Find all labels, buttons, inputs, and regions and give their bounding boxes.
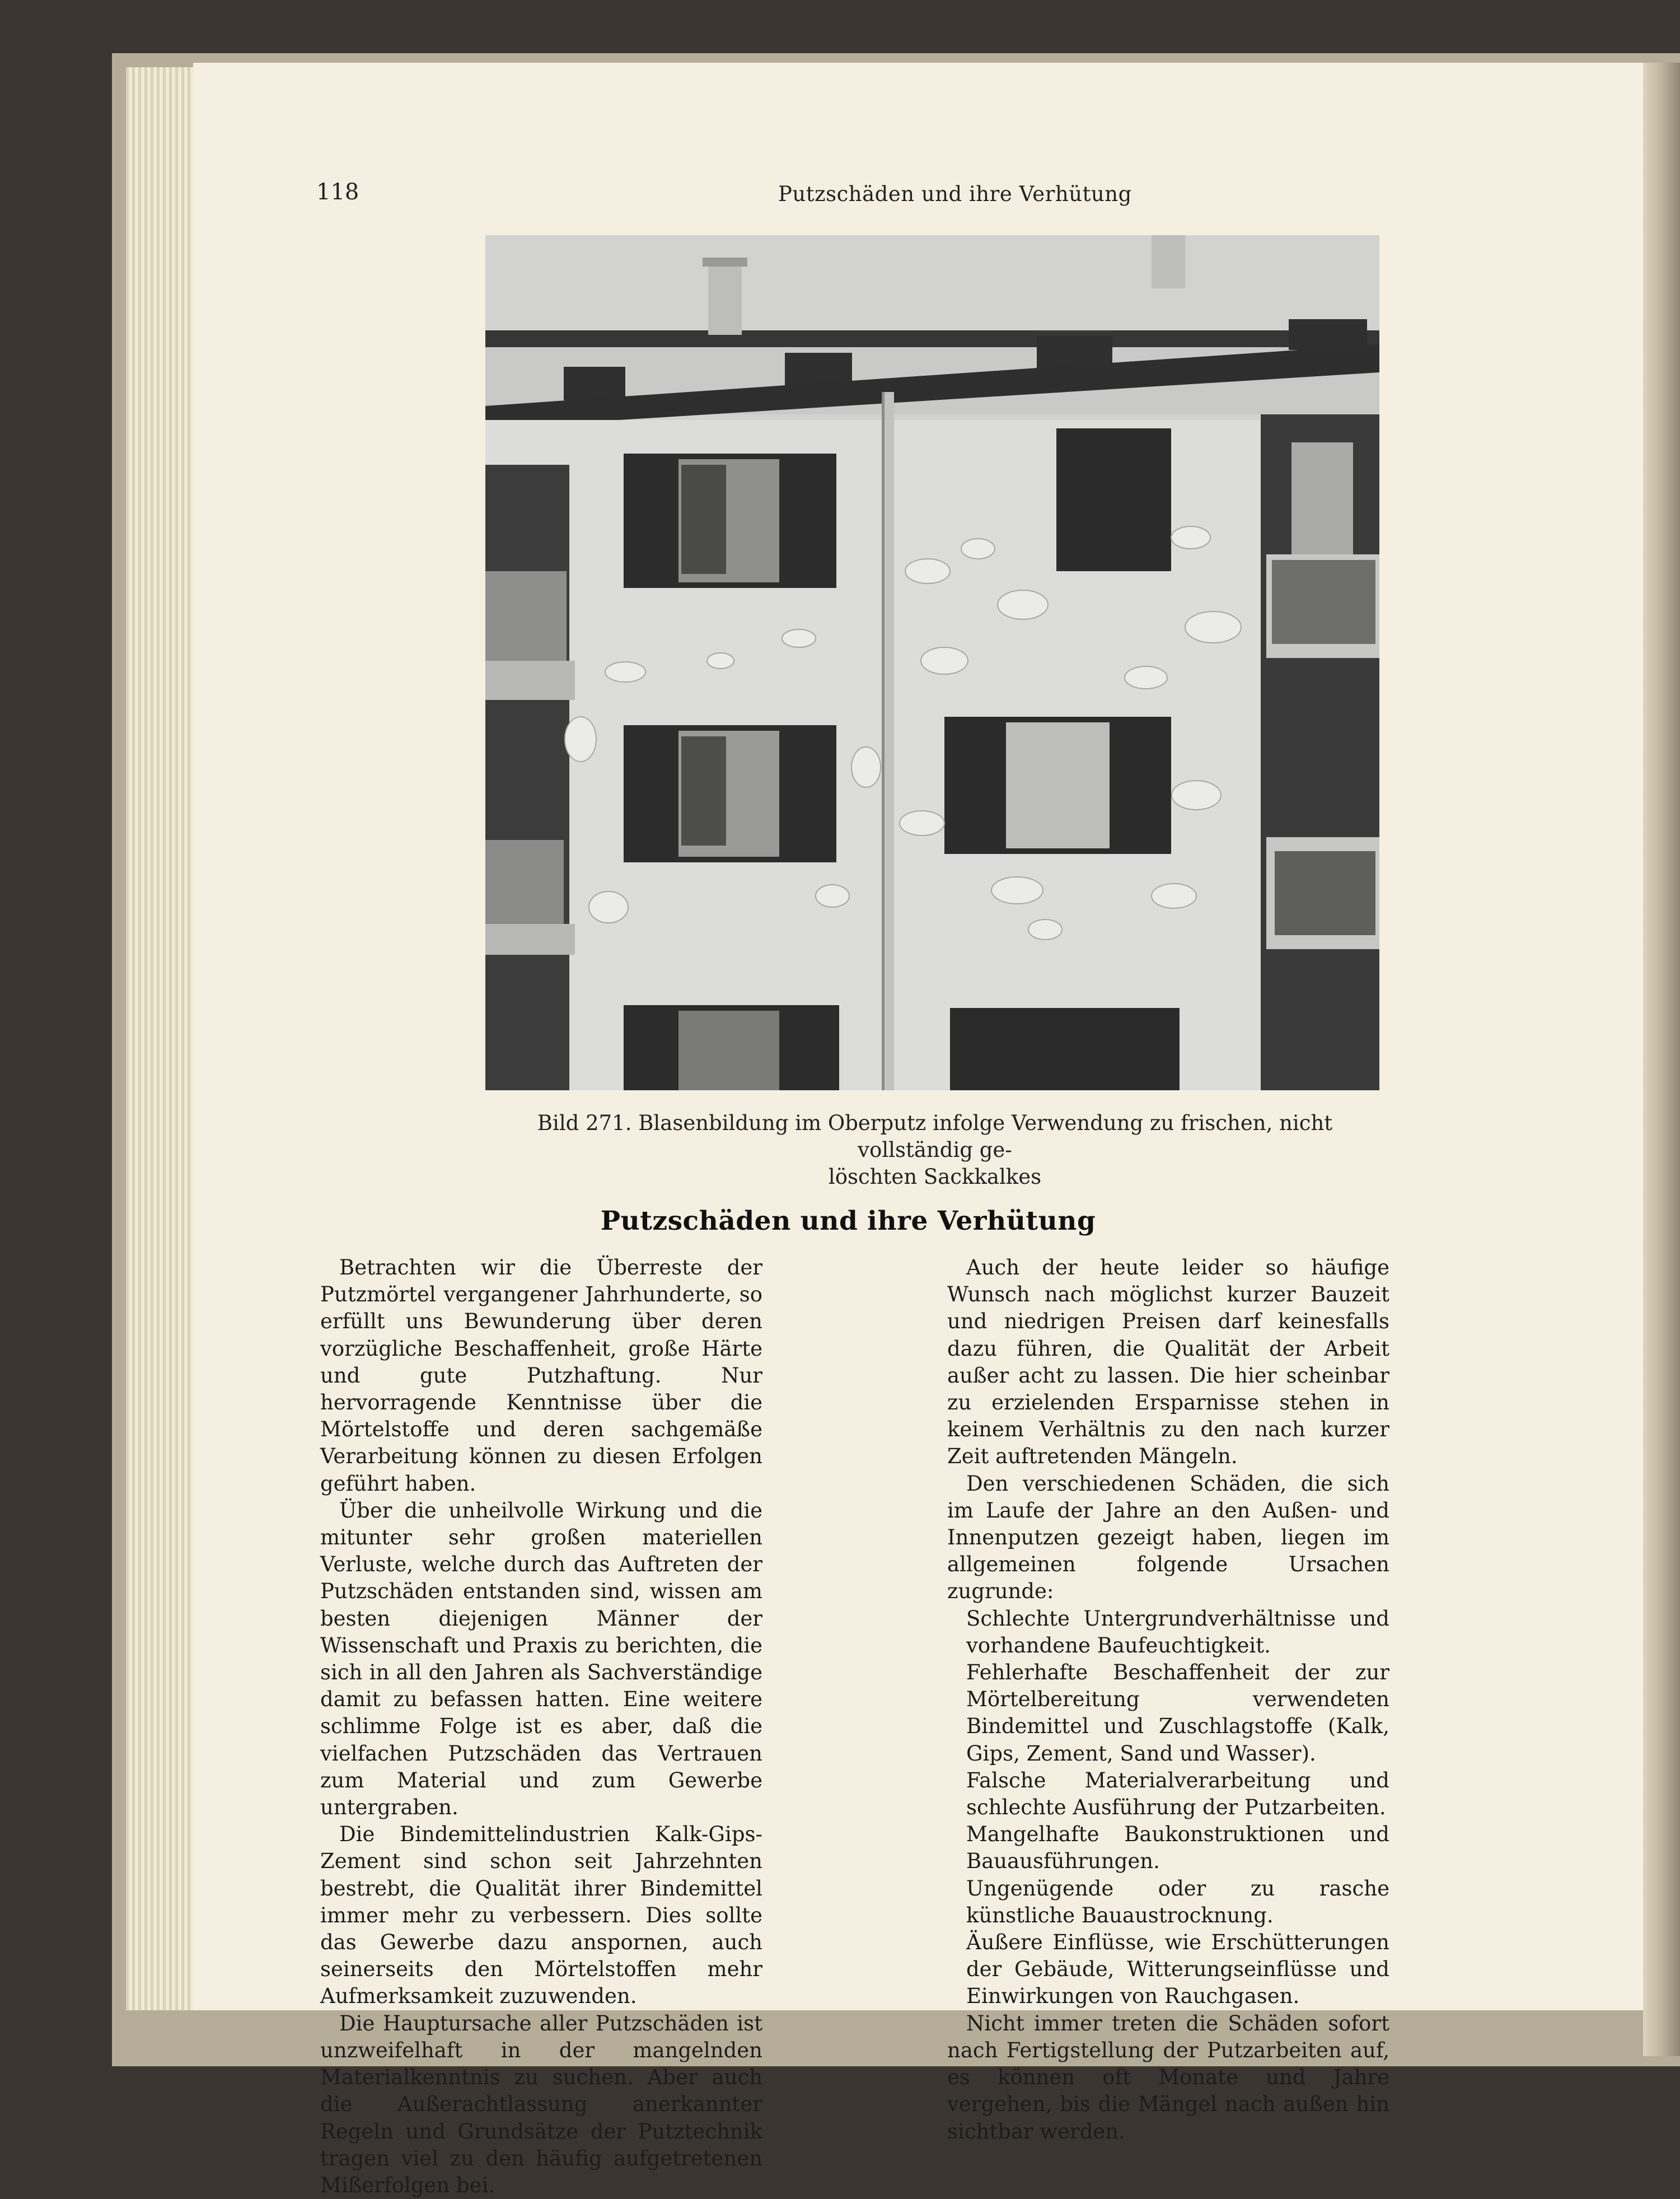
left-column [320,1254,762,2199]
cause-item: Ungenügende oder zu rasche künstliche Bauaustrocknung. [966,1876,1389,1927]
paragraph: Auch der heute leider so häufige Wunsch nach möglichst kurzer Bauzeit und niedrigen Preisen darf keinesfalls dazu führen, die Qualität der Arbeit außer acht zu lassen. Die hier scheinbar zu erzielenden Ersparnisse stehen in keinem Verhältnis zu den nach kurzer Zeit auftretenden Mängeln. [947,1255,1389,1469]
book-gutter [1643,63,1680,2056]
cause-item: Äußere Einflüsse, wie Erschütterungen der Gebäude, Witterungseinflüsse und Einwirkungen von Rauchgasen. [966,1930,1389,2009]
caption-line: Bild 271. Blasenbildung im Oberputz infolge Verwendung zu frischen, nicht vollständig ge- [537,1111,1333,1162]
paragraph: Nicht immer treten die Schäden sofort nach Fertigstellung der Putzarbeiten auf, es können oft Monate und Jahre vergehen, bis die Mängel nach außen hin sichtbar werden. [947,2011,1389,2144]
paragraph: Den verschiedenen Schäden, die sich im Laufe der Jahre an den Außen- und Innenputzen gezeigt haben, liegen im allgemeinen folgende Ursachen zugrunde: [947,1471,1389,1604]
paragraph: Die Hauptursache aller Putzschäden ist unzweifelhaft in der mangelnden Materialkenntnis zu suchen. Aber auch die Außerachtlassung anerkannter Regeln und Grundsätze der Putztechnik tragen viel zu den häufig aufgetretenen Mißerfolgen bei. [320,2011,762,2197]
caption-line: löschten Sackkalkes [828,1165,1042,1189]
cause-item: Schlechte Untergrundverhältnisse und vorhandene Baufeuchtigkeit. [966,1606,1389,1658]
facade-photograph [485,235,1379,1090]
section-heading: Putzschäden und ihre Verhütung [600,1206,1096,1236]
paragraph: Über die unheilvolle Wirkung und die mitunter sehr großen materiellen Verluste, welche durch das Auftreten der Putzschäden entstanden sind, wissen am besten diejenigen Männer der Wissenschaft und Praxis zu berichten, die sich in all den Jahren als Sachverständige damit zu befassen hatten. Eine weitere schlimme Folge ist es aber, daß die vielfachen Putzschäden das Vertrauen zum Material und zum Gewerbe untergraben. [320,1498,762,1820]
cause-item: Fehlerhafte Beschaffenheit der zur Mörtelbereitung verwendeten Bindemittel und Zuschlagstoffe (Kalk, Gips, Zement, Sand und Wasser). [966,1660,1389,1766]
page-edges [126,67,199,2010]
right-column [947,1254,1389,2145]
running-head: Putzschäden und ihre Verhütung [778,182,1132,206]
cause-item: Mangelhafte Baukonstruktionen und Bauausführungen. [966,1822,1389,1874]
figure-caption [479,1110,1391,1190]
cause-item: Falsche Materialverarbeitung und schlechte Ausführung der Putzarbeiten. [966,1768,1389,1820]
paragraph: Betrachten wir die Überreste der Putzmörtel vergangener Jahrhunderte, so erfüllt uns Bewunderung über deren vorzügliche Beschaffenheit, große Härte und gute Putzhaftung. Nur hervorragende Kenntnisse über die Mörtelstoffe und deren sachgemäße Verarbeitung können zu diesen Erfolgen geführt haben. [320,1255,762,1496]
page-number: 118 [316,179,359,205]
paragraph: Die Bindemittelindustrien Kalk-Gips-Zement sind schon seit Jahrzehnten bestrebt, die Qualität ihrer Bindemittel immer mehr zu verbessern. Dies sollte das Gewerbe dazu anspornen, auch seinerseits den Mörtelstoffen mehr Aufmerksamkeit zuzuwenden. [320,1822,762,2009]
